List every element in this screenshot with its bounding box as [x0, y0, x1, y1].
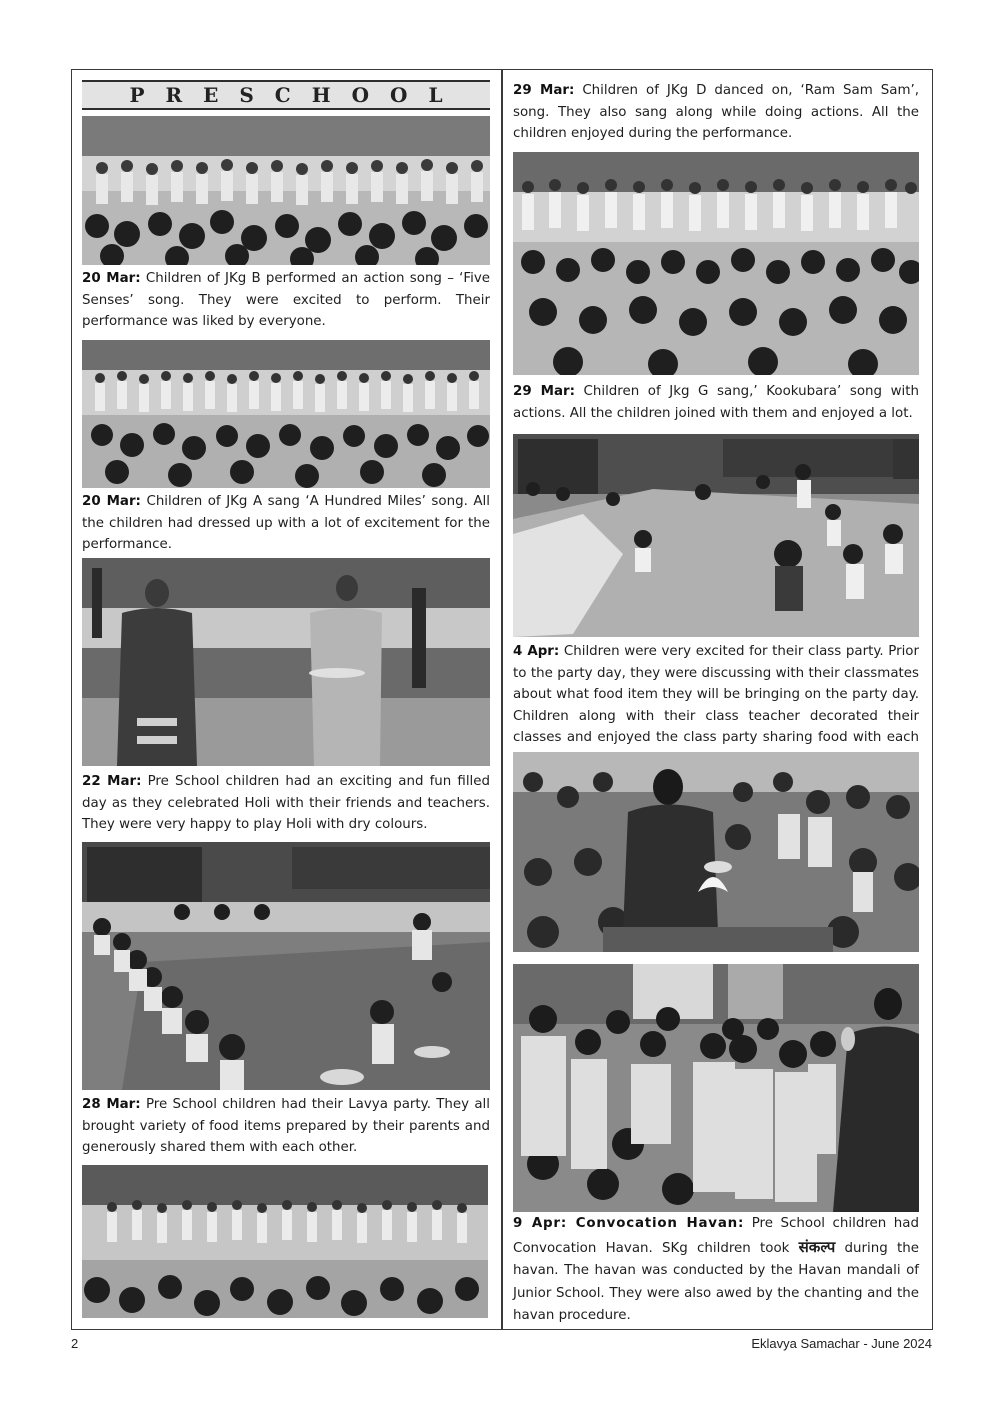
photo-lavya-party	[82, 842, 490, 1090]
article-caption-8	[513, 641, 919, 770]
section-banner	[82, 80, 490, 110]
article-date: 22 Mar:	[82, 774, 142, 789]
crowd-photo-graphic	[82, 1165, 488, 1318]
teachers-photo-graphic	[82, 558, 490, 766]
crowd-photo-graphic	[82, 116, 490, 265]
article-caption-9	[513, 1213, 919, 1328]
classroom-photo-graphic	[513, 434, 919, 637]
article-caption-6	[513, 80, 919, 145]
article-text: Children of JKg B performed an action song – ‘Five Senses’ song. They were excited to perform. Their performance was liked by everyone.	[82, 271, 491, 329]
photo-holi-teachers	[82, 558, 490, 766]
article-text: Pre School children had an exciting and fun filled day as they celebrated Holi with their friends and teachers. They were very happy to play Holi with dry colours.	[82, 774, 490, 832]
crowd-photo-graphic	[82, 340, 490, 488]
column-divider	[501, 69, 503, 1330]
photo-children-line-outdoors	[82, 1165, 488, 1318]
article-caption-1	[82, 268, 490, 333]
photo-jkg-a-performance	[82, 340, 490, 488]
article-text: Children of JKg D danced on, ‘Ram Sam Sam’, song. They also sang along while doing actions. All the children enjoyed during the performance.	[513, 83, 919, 141]
article-caption-7	[513, 381, 919, 424]
article-date: 4 Apr:	[513, 644, 560, 659]
prayer-photo-graphic	[513, 964, 919, 1212]
article-date: 29 Mar:	[513, 83, 575, 98]
article-text: Pre School children had Convocation Havan. SKg children took	[513, 1216, 919, 1256]
photo-jkg-g-classroom	[513, 434, 919, 637]
article-text: Children of Jkg G sang,’ Kookubara’ song with actions. All the children joined with them and enjoyed a lot.	[513, 384, 919, 421]
photo-havan-ritual	[513, 752, 919, 952]
article-caption-4	[82, 1094, 490, 1159]
publication-name: Eklavya Samachar - June 2024	[751, 1336, 932, 1351]
section-title: PRESCHOOL	[129, 83, 464, 107]
photo-jkg-d-dance	[513, 152, 919, 375]
article-date: 20 Mar:	[82, 494, 141, 509]
hindi-word-sankalp: संकल्प	[798, 1237, 836, 1256]
classroom-photo-graphic	[82, 842, 490, 1090]
article-date: 9 Apr: Convocation Havan:	[513, 1216, 745, 1231]
article-caption-3	[82, 771, 490, 836]
article-text: during the havan. The havan was conducted by the Havan mandali of Junior School. They were also awed by the chanting and the havan procedure.	[513, 1240, 919, 1323]
article-caption-2	[82, 491, 490, 556]
havan-photo-graphic	[513, 752, 919, 952]
article-date: 28 Mar:	[82, 1097, 141, 1112]
article-text: Children of JKg A sang ‘A Hundred Miles’ song. All the children had dressed up with a lot of excitement for the performance.	[82, 494, 490, 552]
page-number: 2	[71, 1336, 79, 1351]
article-text: Pre School children had their Lavya party. They all brought variety of food items prepared by their parents and generously shared them with each other.	[82, 1097, 490, 1155]
crowd-photo-graphic	[513, 152, 919, 375]
article-date: 29 Mar:	[513, 384, 575, 399]
article-date: 20 Mar:	[82, 271, 141, 286]
article-text: Children were very excited for their class party. Prior to the party day, they were discussing with their classmates about what food item they will be bringing on the party day. Children along with their class teacher decorated their classes and enjoyed the class party sharing food with each	[513, 644, 919, 745]
photo-jkg-b-performance	[82, 116, 490, 265]
photo-convocation-havan	[513, 964, 919, 1212]
